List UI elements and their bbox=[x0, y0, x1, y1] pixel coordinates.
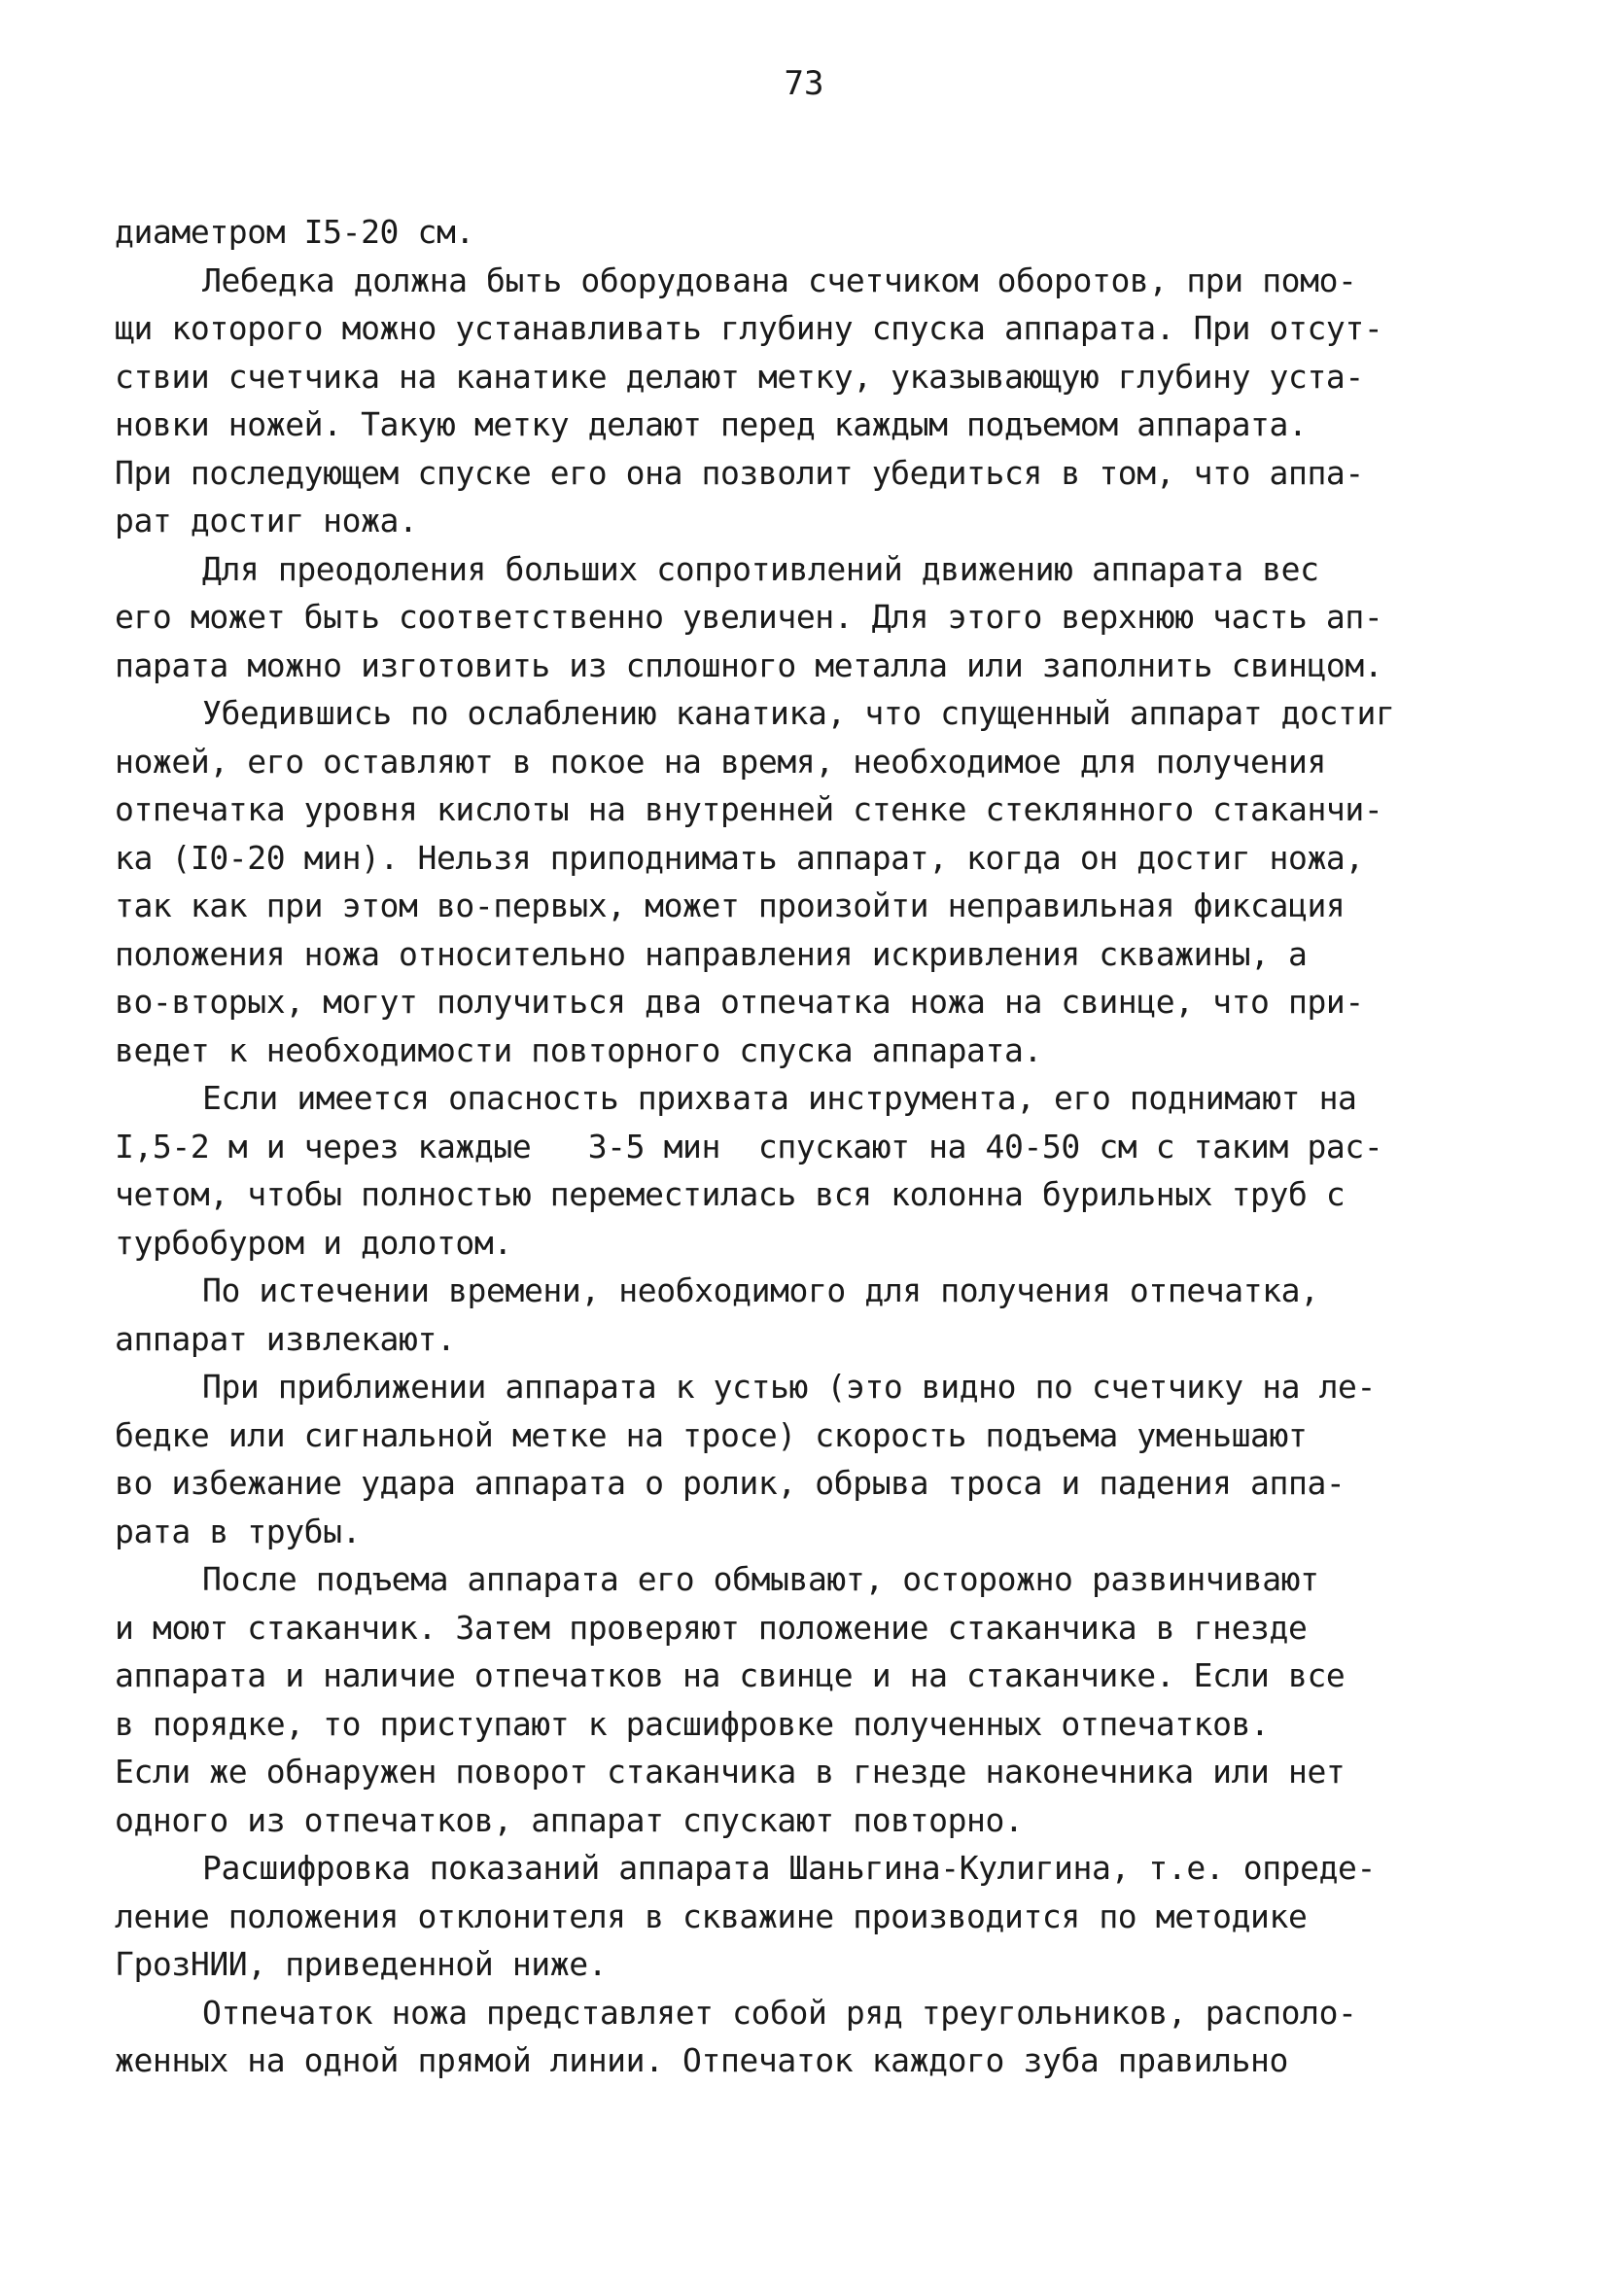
text-line: После подъема аппарата его обмывают, осторожно развинчивают bbox=[202, 1560, 1319, 1598]
text-line: I,5-2 м и через каждые 3-5 мин спускают на 40-50 см с таким рас- bbox=[115, 1127, 1383, 1165]
text-line: ведет к необходимости повторного спуска аппарата. bbox=[115, 1030, 1042, 1069]
text-line: Расшифровка показаний аппарата Шаньгина-Кулигина, т.е. опреде- bbox=[202, 1849, 1376, 1887]
text-line: новки ножей. Такую метку делают перед каждым подъемом аппарата. bbox=[115, 405, 1308, 443]
text-line: ствии счетчика на канатике делают метку, указывающую глубину уста- bbox=[115, 357, 1364, 396]
text-line: ножей, его оставляют в покое на время, необходимое для получения bbox=[115, 742, 1326, 781]
text-line: во-вторых, могут получиться два отпечатка ножа на свинце, что при- bbox=[115, 983, 1364, 1021]
text-line: рат достиг ножа. bbox=[115, 502, 418, 539]
text-line: положения ножа относительно направления искривления скважины, а bbox=[115, 934, 1308, 973]
text-line: во избежание удара аппарата о ролик, обрыва троса и падения аппа- bbox=[115, 1464, 1346, 1502]
page-number: 73 bbox=[784, 64, 824, 103]
text-line: парата можно изготовить из сплошного металла или заполнить свинцом. bbox=[115, 645, 1383, 684]
text-line: и моют стаканчик. Затем проверяют положение стаканчика в гнезде bbox=[115, 1608, 1308, 1647]
text-line: ление положения отклонителя в скважине производится по методике bbox=[115, 1896, 1308, 1935]
text-line: так как при этом во-первых, может произойти неправильная фиксация bbox=[115, 887, 1346, 924]
text-line: По истечении времени, необходимого для получения отпечатка, bbox=[202, 1271, 1319, 1309]
text-line: Для преодоления больших сопротивлений движению аппарата вес bbox=[202, 549, 1319, 588]
text-line: рата в трубы. bbox=[115, 1512, 362, 1550]
text-line: При последующем спуске его она позволит убедиться в том, что аппа- bbox=[115, 453, 1364, 492]
text-line: аппарат извлекают. bbox=[115, 1319, 456, 1358]
body-text bbox=[115, 208, 1495, 2085]
text-line: женных на одной прямой линии. Отпечаток каждого зуба правильно bbox=[115, 2041, 1288, 2079]
text-line: щи которого можно устанавливать глубину спуска аппарата. При отсут- bbox=[115, 309, 1383, 347]
text-line: Отпечаток ножа представляет собой ряд треугольников, располо- bbox=[202, 1993, 1357, 2032]
text-line: Убедившись по ослаблению канатика, что спущенный аппарат достиг bbox=[202, 694, 1395, 732]
text-line: аппарата и наличие отпечатков на свинце и на стаканчике. Если все bbox=[115, 1656, 1346, 1694]
text-line: ГрозНИИ, приведенной ниже. bbox=[115, 1945, 608, 1983]
text-line: Если же обнаружен поворот стаканчика в гнезде наконечника или нет bbox=[115, 1753, 1346, 1791]
text-line: турбобуром и долотом. bbox=[115, 1223, 512, 1262]
text-line: диаметром I5-20 см. bbox=[115, 213, 474, 251]
text-line: Лебедка должна быть оборудована счетчиком оборотов, при помо- bbox=[202, 261, 1357, 299]
text-line: его может быть соответственно увеличен. Для этого верхнюю часть ап- bbox=[115, 598, 1383, 636]
text-line: отпечатка уровня кислоты на внутренней стенке стеклянного стаканчи- bbox=[115, 790, 1383, 828]
text-line: Если имеется опасность прихвата инструмента, его поднимают на bbox=[202, 1079, 1357, 1117]
text-line: в порядке, то приступают к расшифровке полученных отпечатков. bbox=[115, 1704, 1270, 1743]
text-line: ка (I0-20 мин). Нельзя приподнимать аппарат, когда он достиг ножа, bbox=[115, 838, 1364, 877]
text-line: бедке или сигнальной метке на тросе) скорость подъема уменьшают bbox=[115, 1415, 1308, 1454]
text-line: При приближении аппарата к устью (это видно по счетчику на ле- bbox=[202, 1368, 1376, 1406]
text-line: четом, чтобы полностью переместилась вся колонна бурильных труб с bbox=[115, 1175, 1346, 1213]
text-line: одного из отпечатков, аппарат спускают повторно. bbox=[115, 1800, 1024, 1839]
